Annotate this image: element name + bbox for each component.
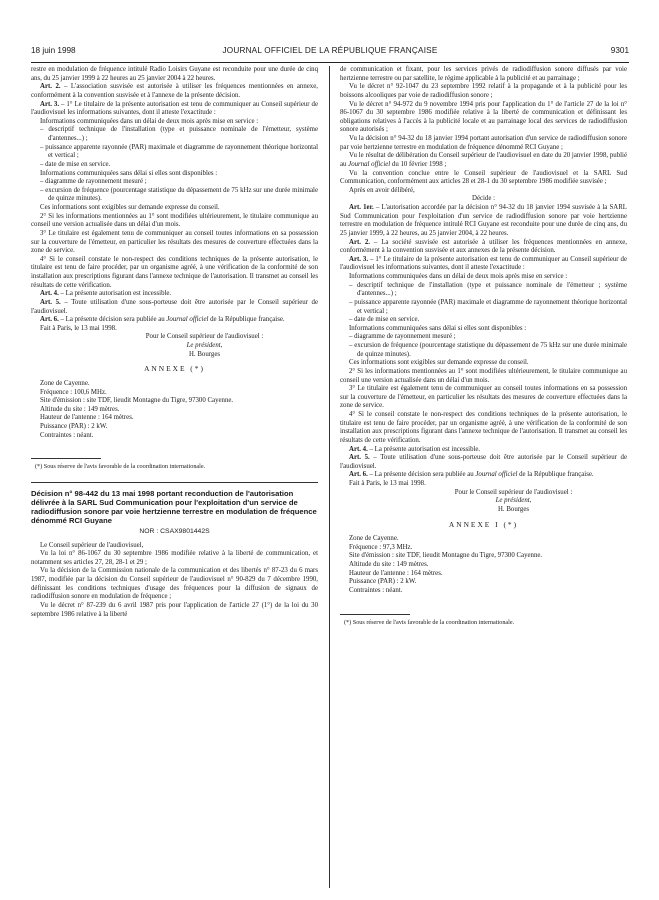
paragraph: Le Conseil supérieur de l'audiovisuel,	[40, 541, 144, 549]
annex-line: Puissance (PAR) : 2 kW.	[349, 578, 417, 586]
article-label: Art. 4.	[349, 445, 368, 453]
list-item: – date de mise en service.	[349, 316, 420, 324]
paragraph: Ces informations sont exigibles sur demande expresse du conseil.	[349, 359, 529, 367]
decide-heading: Décide :	[472, 195, 495, 203]
list-item: – date de mise en service.	[40, 160, 111, 168]
right-column	[340, 66, 627, 627]
article-label: Art. 6.	[40, 316, 59, 324]
article-text: – La présente autorisation est incessible.	[367, 445, 481, 453]
annex-line: Altitude du site : 149 mètres.	[349, 561, 429, 568]
article-label: Art. 3.	[40, 100, 60, 108]
article-6	[31, 316, 318, 325]
article-text: – 1° Le titulaire de la présente autorisation est tenu de communiquer au Conseil supérieur de l'audiovisuel les informations suivantes, dont il atteste l'exactitude :	[340, 255, 627, 272]
article-label: Art. 2.	[40, 83, 61, 91]
list-item: – descriptif technique de l'installation (type et puissance nominale de l'émetteur, système d'antennes...) ;	[40, 126, 318, 142]
paragraph: Après en avoir délibéré,	[349, 186, 415, 194]
article-text: – 1° Le titulaire de la présente autorisation est tenu de communiquer au Conseil supérieur de l'audiovisuel les informations suivantes, dont il atteste l'exactitude :	[31, 100, 318, 117]
article-5	[340, 454, 627, 471]
header-date: 18 juin 1998	[31, 46, 76, 55]
article-label: Art. 1er.	[349, 204, 374, 211]
article-label: Art. 2.	[349, 238, 371, 246]
signature-name: H. Bourges	[497, 505, 530, 513]
footnote: (*) Sous réserve de l'avis favorable de la coordination internationale.	[35, 463, 206, 471]
article-5	[31, 299, 318, 316]
footnote-rule	[31, 458, 101, 459]
paragraph: Vu la convention conclue entre le Conseil supérieur de l'audiovisuel et la SARL Sud Communication, conformément aux articles 28 et 28-1 du 30 septembre 1986 modifiée susvisée ;	[340, 169, 627, 186]
article-text: de la République française.	[517, 471, 594, 479]
article-text: de la République française.	[208, 316, 285, 324]
signature-title-text: Le président,	[495, 497, 532, 505]
left-column	[31, 66, 318, 619]
article-label: Art. 3.	[349, 255, 369, 263]
list-item: – descriptif technique de l'installation (type et puissance nominale de l'émetteur ; système d'antennes...) ;	[349, 281, 627, 298]
annex-heading: ANNEXE I (*)	[448, 519, 519, 529]
signature-title-text: Le président,	[186, 342, 223, 349]
journal-name: Journal officiel	[348, 160, 391, 168]
article-text: – Toute utilisation d'une sous-porteuse doit être autorisée par le Conseil supérieur de l'audiovisuel.	[340, 454, 627, 470]
header-journal-title: JOURNAL OFFICIEL DE LA RÉPUBLIQUE FRANÇAISE	[222, 46, 438, 55]
article-label: Art. 6.	[349, 471, 368, 479]
annex-line: Site d'émission : site TDF, lieudit Montagne du Tigre, 97300 Cayenne.	[349, 552, 543, 560]
annex-line: Zone de Cayenne.	[40, 379, 90, 387]
paragraph: 3° Le titulaire est également tenu de communiquer au conseil toutes informations en sa possession sur la couverture de l'émetteur, en particulier les résultats des mesures de couverture effectuées dans la zone de service.	[31, 229, 318, 255]
paragraph: 3° Le titulaire est également tenu de communiquer au conseil toutes informations en sa possession sur la couverture de l'émetteur, en particulier les résultats des mesures de couverture effectuées dans la zone de service.	[340, 385, 627, 410]
article-4	[340, 446, 627, 455]
header-rule	[31, 62, 629, 63]
paragraph: 4° Si le conseil constate le non-respect des conditions techniques de la présente autorisation, le titulaire est tenu de faire procéder, par un organisme agréé, à une vérification de la conformité de son installation aux prescriptions figurant dans l'annexe technique de l'autorisation. Il transmet au conseil les résultats de cette vérification.	[31, 255, 318, 289]
paragraph	[340, 152, 627, 169]
list-item: – diagramme de rayonnement mesuré ;	[349, 333, 456, 341]
section-separator	[31, 482, 318, 483]
annex-line: Hauteur de l'antenne : 164 mètres.	[349, 569, 443, 577]
article-1	[340, 204, 627, 239]
article-2	[31, 83, 318, 100]
paragraph: Informations communiquées dans un délai de deux mois après mise en service :	[40, 117, 259, 125]
annex-line: Zone de Cayenne.	[349, 535, 399, 543]
paragraph: restre en modulation de fréquence intitulé Radio Loisirs Guyane est reconduite pour une durée de cinq ans, du 25 janvier 1999 à 22 heures au 25 janvier 2004 à 22 heures.	[31, 66, 318, 82]
paragraph: Vu le décret n° 92-1047 du 23 septembre 1992 relatif à la propagande et à la publicité pour les boissons alcooliques par voie de radiodiffusion sonore ;	[340, 83, 627, 99]
journal-name: Journal officiel	[166, 316, 209, 324]
article-3	[31, 101, 318, 118]
article-text: – Toute utilisation d'une sous-porteuse doit être autorisée par le Conseil supérieur de l'audiovisuel.	[31, 298, 318, 315]
signature-authority: Pour le Conseil supérieur de l'audiovisuel :	[454, 488, 573, 496]
list-item: – puissance apparente rayonnée (PAR) maximale et diagramme de rayonnement théorique horizontal et vertical ;	[40, 143, 318, 160]
annex-line: Contraintes : néant.	[349, 586, 403, 594]
paragraph: Informations communiquées dans un délai de deux mois après mise en service :	[349, 273, 568, 280]
annex-line: Site d'émission : site TDF, lieudit Montagne du Tigre, 97300 Cayenne.	[40, 397, 234, 405]
article-label: Art. 5.	[40, 298, 61, 306]
article-6	[340, 471, 627, 480]
list-item: – excursion de fréquence (pourcentage statistique du dépassement de 75 kHz sur une durée minimale de quinze minutes).	[349, 342, 627, 358]
signature-title	[340, 497, 627, 506]
paragraph-text: Vu le résultat de délibération du Conseil supérieur de l'audiovisuel en date du 20 janvier 1998, publié au	[340, 152, 627, 168]
annex-line: Fréquence : 100,6 MHz.	[40, 388, 107, 396]
journal-name: Journal officiel	[475, 471, 518, 479]
paragraph: Vu le décret n° 94-972 du 9 novembre 1994 pris pour l'application du 1° de l'article 27 de la loi n° 86-1067 du 30 septembre 1986 modifiée relative à la liberté de communication et définissant les obligations relatives à l'accès à la publicité locale et au parrainage local des services de radiodiffusion sonore autorisés ;	[340, 100, 627, 134]
signature-place-date: Fait à Paris, le 13 mai 1998.	[40, 324, 117, 332]
annex-line: Puissance (PAR) : 2 kW.	[40, 423, 108, 430]
signature-authority: Pour le Conseil supérieur de l'audiovisuel :	[145, 333, 264, 341]
article-text: – La société susvisée est autorisée à utiliser les fréquences mentionnées en annexe, conformément à la convention susvisée et aux annexes de la présente décision.	[340, 238, 627, 255]
column-divider	[329, 66, 330, 888]
paragraph: Informations communiquées sans délai si elles sont disponibles :	[349, 324, 527, 332]
paragraph: 2° Si les informations mentionnées au 1° sont modifiées ultérieurement, le titulaire communique au conseil une version actualisée dans un délai d'un mois.	[31, 212, 318, 229]
list-item: – diagramme de rayonnement mesuré ;	[40, 178, 147, 186]
article-label: Art. 5.	[349, 454, 370, 462]
header-page-number: 9301	[610, 46, 629, 55]
article-2	[340, 239, 627, 256]
paragraph: Vu la décision n° 94-32 du 18 janvier 1994 portant autorisation d'un service de radiodiffusion sonore par voie hertzienne terrestre en modulation de fréquence dénommé RCI Guyane ;	[340, 135, 627, 151]
signature-name: H. Bourges	[188, 350, 221, 358]
article-label: Art. 4.	[40, 290, 59, 298]
paragraph: Vu la loi n° 86-1067 du 30 septembre 1986 modifiée relative à la liberté de communication, et notamment ses articles 27, 28, 28-1 et 29 ;	[31, 550, 318, 566]
article-text: – L'association susvisée est autorisée à utiliser les fréquences mentionnées en annexe, conformément à la convention susvisée et à l'annexe de la présente décision.	[31, 83, 318, 99]
paragraph-text: du 10 février 1998 ;	[390, 160, 447, 168]
page-header	[31, 46, 629, 60]
list-item: – puissance apparente rayonnée (PAR) maximale et diagramme de rayonnement théorique horizontal et vertical ;	[349, 298, 627, 315]
article-text: – La présente décision sera publiée au	[367, 471, 476, 479]
annex-line: Altitude du site : 149 mètres.	[40, 405, 120, 413]
annex-line: Hauteur de l'antenne : 164 mètres.	[40, 414, 134, 422]
annex-line: Contraintes : néant.	[40, 431, 94, 439]
paragraph: Vu le décret n° 87-239 du 6 avril 1987 pris pour l'application de l'article 27 (1°) de la loi du 30 septembre 1986 relative à la liberté	[31, 601, 318, 618]
signature-place-date: Fait à Paris, le 13 mai 1998.	[349, 480, 426, 487]
footnote: (*) Sous réserve de l'avis favorable de la coordination internationale.	[344, 618, 515, 626]
footnote-rule	[340, 614, 410, 615]
article-3	[340, 256, 627, 273]
nor-reference: NOR : CSAX9801442S	[139, 527, 210, 535]
paragraph: Vu la décision de la Commission nationale de la communication et des libertés n° 87-23 du 6 mars 1987, modifiée par la décision du Conseil supérieur de l'audiovisuel n° 90-829 du 7 décembre 1990, définissant les conditions techniques d'usage des fréquences pour la diffusion de signaux de radiodiffusion sonore en modulation de fréquence ;	[31, 567, 318, 601]
annex-heading: ANNEXE (*)	[144, 364, 205, 374]
article-text: – La présente décision sera publiée au	[58, 316, 167, 324]
paragraph: de communication et fixant, pour les services privés de radiodiffusion sonore diffusés par voie hertzienne terrestre ou par satellite, le régime applicable à la publicité et au parrainage ;	[340, 66, 627, 82]
list-item: – excursion de fréquence (pourcentage statistique du dépassement de 75 kHz sur une durée minimale de quinze minutes).	[40, 186, 318, 203]
paragraph: 2° Si les informations mentionnées au 1° sont modifiées ultérieurement, le titulaire communique au conseil une version actualisée dans un délai d'un mois.	[340, 367, 627, 384]
annex-line: Fréquence : 97,3 MHz.	[349, 543, 413, 551]
paragraph: 4° Si le conseil constate le non-respect des conditions techniques de la présente autorisation, le titulaire est tenu de faire procéder, par un organisme agréé, à une vérification de la conformité de son installation aux prescriptions figurant dans l'annexe technique de l'autorisation. Il transmet au conseil les résultats de cette vérification.	[340, 411, 627, 444]
article-4	[31, 290, 318, 299]
signature-title	[31, 342, 318, 351]
article-text: – L'autorisation accordée par la décision n° 94-32 du 18 janvier 1994 susvisée à la SARL Sud Communication pour l'exploitation d'un service de radiodiffusion sonore par voie hertzienne terrestre en modulation de fréquence intitulé RCI Guyane est reconduite pour une durée de cinq ans, du 25 janvier 1999, à 22 heures, au 25 janvier 2004, à 22 heures.	[340, 204, 627, 237]
paragraph: Informations communiquées sans délai si elles sont disponibles :	[40, 169, 218, 177]
paragraph: Ces informations sont exigibles sur demande expresse du conseil.	[40, 204, 220, 211]
article-text: – La présente autorisation est incessible.	[58, 290, 172, 298]
decision-title: Décision n° 98-442 du 13 mai 1998 portant reconduction de l'autorisation délivrée à la SARL Sud Communication pour l'exploitation d'un service de radiodiffusion sonore par voie hertzienne terrestre en modulation de fréquence dénommé RCI Guyane	[31, 488, 317, 525]
